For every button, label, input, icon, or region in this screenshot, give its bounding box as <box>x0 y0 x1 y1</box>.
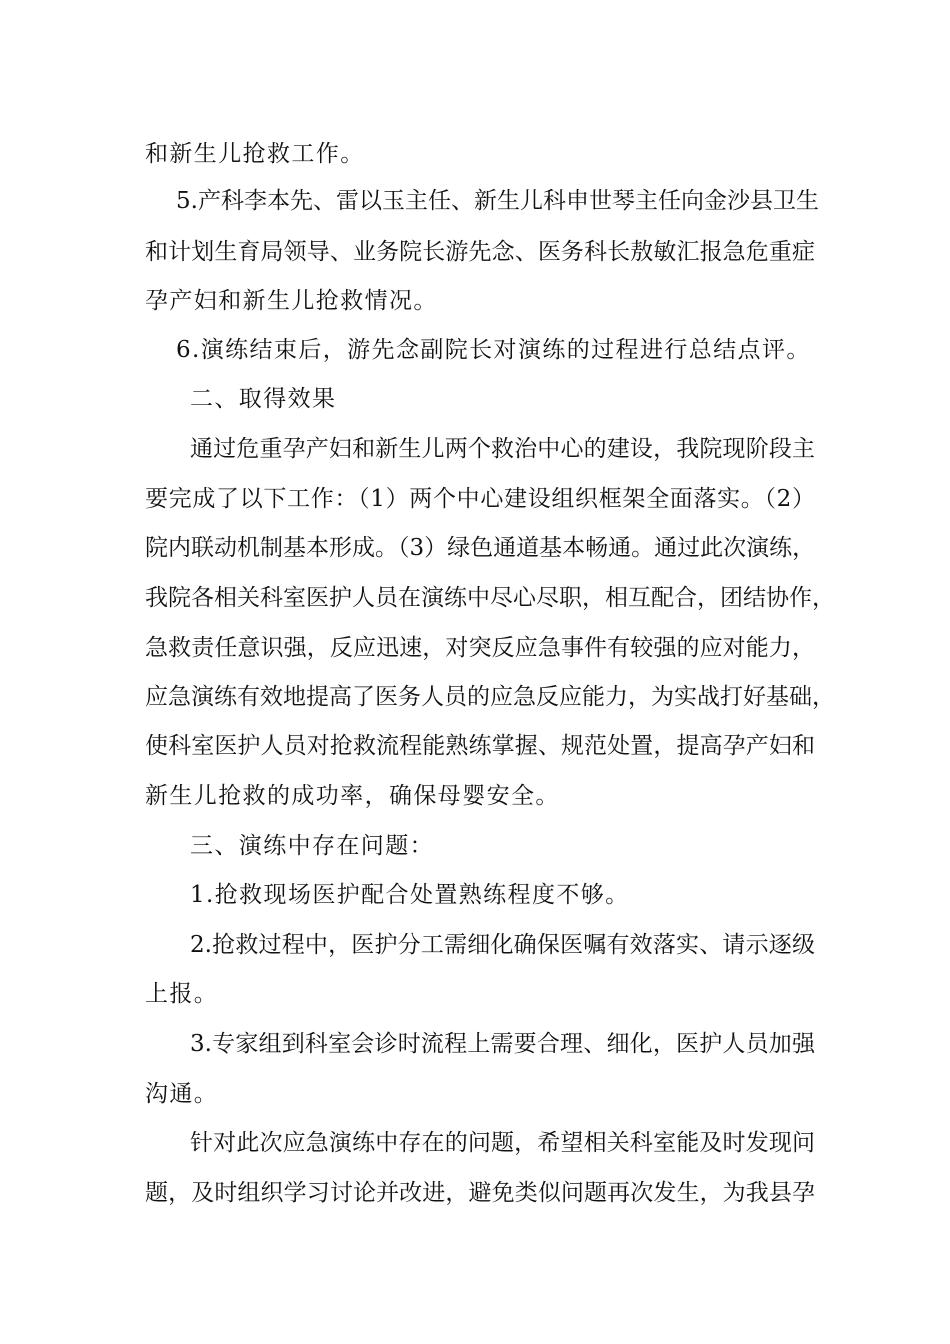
section-heading: 三、演练中存在问题： <box>190 833 434 859</box>
text-line: 急救责任意识强，反应迅速，对突反应急事件有较强的应对能力， <box>145 635 815 661</box>
text-line: 上报。 <box>145 981 219 1007</box>
text-line: 和新生儿抢救工作。 <box>145 141 365 167</box>
text-line: 和计划生育局领导、业务院长游先念、医务科长敖敏汇报急危重症 <box>145 239 815 265</box>
section-heading: 二、取得效果 <box>190 386 337 412</box>
text-line: 院内联动机制基本形成。（3）绿色通道基本畅通。通过此次演练， <box>145 535 816 561</box>
text-line: 要完成了以下工作：（1）两个中心建设组织框架全面落实。（2） <box>145 486 815 512</box>
text-line: 新生儿抢救的成功率，确保母婴安全。 <box>145 783 560 809</box>
text-line: 我院各相关科室医护人员在演练中尽心尽职，相互配合，团结协作， <box>145 585 835 611</box>
text-line: 使科室医护人员对抢救流程能熟练掌握、规范处置，提高孕产妇和 <box>145 733 815 759</box>
text-line: 2.抢救过程中，医护分工需细化确保医嘱有效落实、请示逐级 <box>190 932 815 958</box>
text-line: 沟通。 <box>145 1081 219 1107</box>
text-line: 1.抢救现场医护配合处置熟练程度不够。 <box>190 882 630 908</box>
text-line: 针对此次应急演练中存在的问题，希望相关科室能及时发现问 <box>190 1130 815 1156</box>
text-line: 通过危重孕产妇和新生儿两个救治中心的建设，我院现阶段主 <box>190 436 815 462</box>
text-line: 应急演练有效地提高了医务人员的应急反应能力，为实战打好基础， <box>145 684 835 710</box>
text-line: 3.专家组到科室会诊时流程上需要合理、细化，医护人员加强 <box>190 1031 815 1057</box>
text-line: 6.演练结束后，游先念副院长对演练的过程进行总结点评。 <box>176 337 811 363</box>
text-line: 5.产科李本先、雷以玉主任、新生儿科申世琴主任向金沙县卫生 <box>176 188 819 214</box>
text-line: 题，及时组织学习讨论并改进，避免类似问题再次发生，为我县孕 <box>145 1180 815 1206</box>
text-line: 孕产妇和新生儿抢救情况。 <box>145 288 438 314</box>
